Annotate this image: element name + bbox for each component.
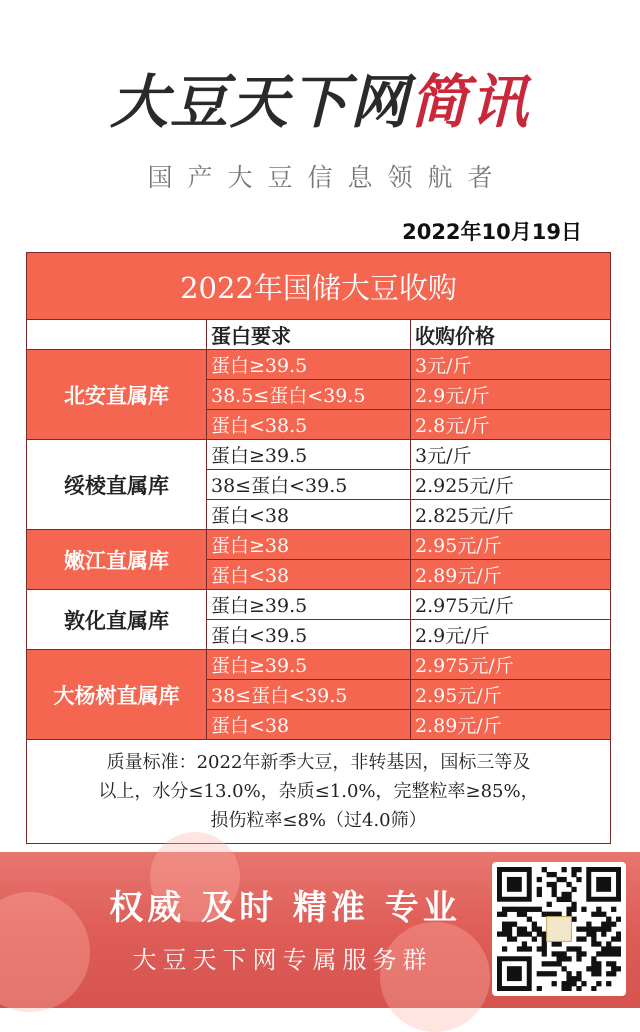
banner-service: 大豆天下网专属服务群 xyxy=(132,946,433,974)
qr-code-icon[interactable] xyxy=(492,862,626,996)
banner-tagline: 权威 及时 精准 专业 xyxy=(109,888,461,928)
note-line: 以上，水分≤13.0%，杂质≤1.0%，完整粒率≥85%， xyxy=(98,781,539,802)
price-cell: 2.89元/斤 xyxy=(411,560,611,590)
publish-date: 2022年10月19日 xyxy=(402,220,582,244)
store-name-dayangshu: 大杨树直属库 xyxy=(27,650,207,740)
table-row xyxy=(27,440,611,470)
price-cell: 2.9元/斤 xyxy=(411,620,611,650)
price-cell: 2.975元/斤 xyxy=(411,590,611,620)
protein-cell: 38.5≤蛋白<39.5 xyxy=(207,380,411,410)
store-name-beian: 北安直属库 xyxy=(27,350,207,440)
store-name-suiling: 绥棱直属库 xyxy=(27,440,207,530)
note-line: 损伤粒率≤8%（过4.0筛） xyxy=(210,810,427,831)
table-title: 2022年国储大豆收购 xyxy=(27,253,611,320)
protein-cell: 蛋白<38 xyxy=(207,500,411,530)
quality-standard-note xyxy=(27,740,611,844)
header-price: 收购价格 xyxy=(411,320,611,350)
store-name-nenjiang: 嫩江直属库 xyxy=(27,530,207,590)
price-cell: 2.95元/斤 xyxy=(411,530,611,560)
store-name-dunhua: 敦化直属库 xyxy=(27,590,207,650)
price-cell: 2.825元/斤 xyxy=(411,500,611,530)
protein-cell: 蛋白<39.5 xyxy=(207,620,411,650)
protein-cell: 蛋白≥39.5 xyxy=(207,440,411,470)
price-cell: 2.8元/斤 xyxy=(411,410,611,440)
protein-cell: 蛋白≥39.5 xyxy=(207,650,411,680)
table-row xyxy=(27,350,611,380)
table-row xyxy=(27,530,611,560)
slogan: 国产大豆信息领航者 xyxy=(147,163,508,192)
protein-cell: 蛋白≥38 xyxy=(207,530,411,560)
price-cell: 2.9元/斤 xyxy=(411,380,611,410)
table-row xyxy=(27,590,611,620)
price-cell: 2.95元/斤 xyxy=(411,680,611,710)
purchase-price-table xyxy=(26,252,611,844)
price-cell: 2.89元/斤 xyxy=(411,710,611,740)
logo-main-text: 大豆天下网 xyxy=(109,68,410,136)
logo-accent-text: 简讯 xyxy=(410,68,531,136)
note-line: 质量标准：2022年新季大豆，非转基因，国标三等及 xyxy=(106,752,531,773)
price-cell: 2.925元/斤 xyxy=(411,470,611,500)
protein-cell: 38≤蛋白<39.5 xyxy=(207,680,411,710)
protein-cell: 蛋白≥39.5 xyxy=(207,590,411,620)
protein-cell: 蛋白<38.5 xyxy=(207,410,411,440)
price-cell: 3元/斤 xyxy=(411,350,611,380)
qr-code-graphic xyxy=(497,867,621,991)
brand-logo xyxy=(0,62,640,142)
price-cell: 2.975元/斤 xyxy=(411,650,611,680)
header-protein: 蛋白要求 xyxy=(207,320,411,350)
header-blank-cell xyxy=(27,320,207,350)
protein-cell: 蛋白<38 xyxy=(207,710,411,740)
protein-cell: 蛋白<38 xyxy=(207,560,411,590)
table-row xyxy=(27,650,611,680)
protein-cell: 蛋白≥39.5 xyxy=(207,350,411,380)
protein-cell: 38≤蛋白<39.5 xyxy=(207,470,411,500)
price-cell: 3元/斤 xyxy=(411,440,611,470)
